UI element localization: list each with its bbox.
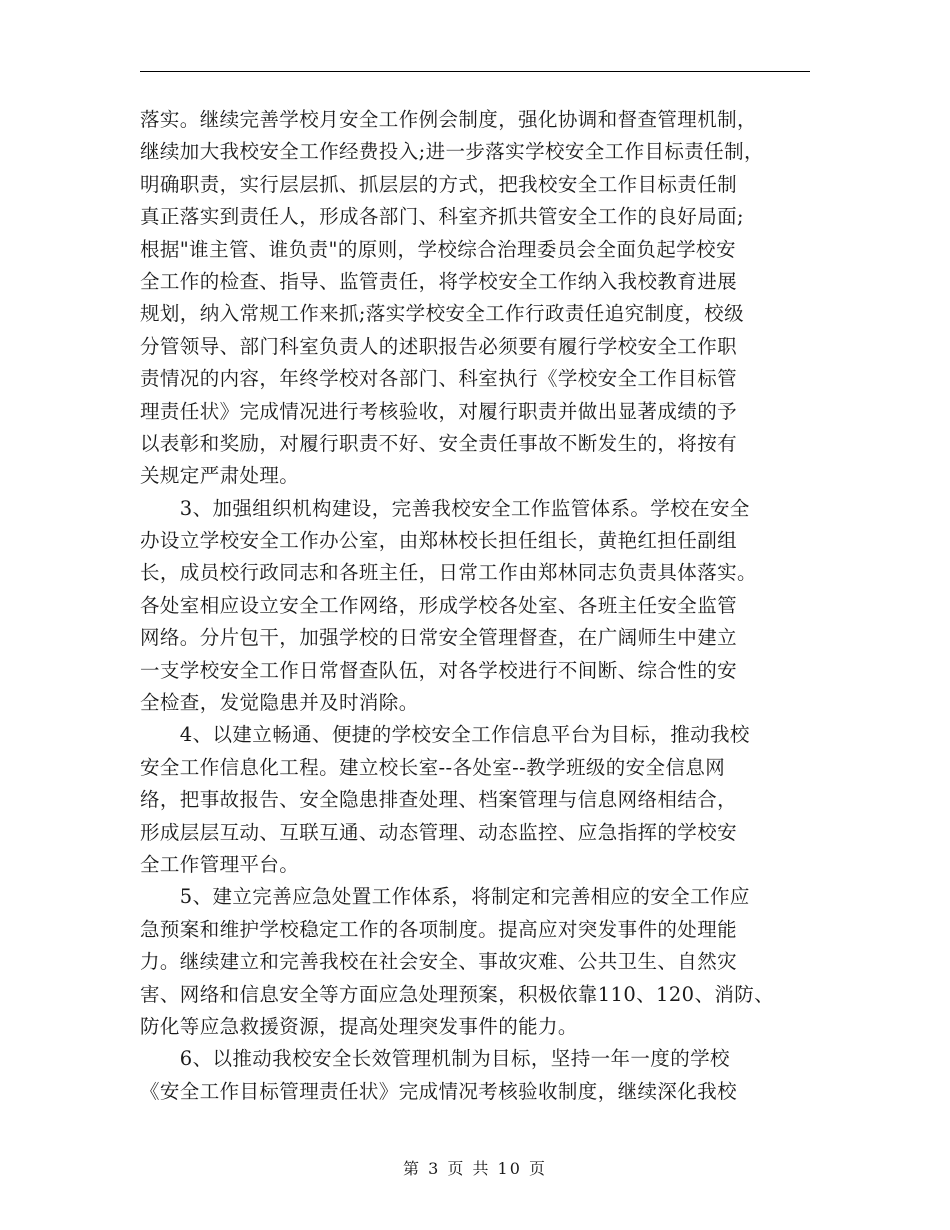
text-line: 形成层层互动、互联互通、动态管理、动态监控、应急指挥的学校安 xyxy=(140,820,738,844)
text-line: 办设立学校安全工作办公室，由郑林校长担任组长，黄艳红担任副组 xyxy=(140,529,738,553)
text-line: 分管领导、部门科室负责人的述职报告必须要有履行学校安全工作职 xyxy=(140,334,738,358)
text-line: 网络。分片包干，加强学校的日常安全管理督查，在广阔师生中建立 xyxy=(140,626,738,650)
page-number: 第 3 页 共 10 页 xyxy=(403,1159,547,1178)
text-line: 防化等应急救援资源，提高处理突发事件的能力。 xyxy=(140,1014,578,1038)
text-line: 力。继续建立和完善我校在社会安全、事故灾难、公共卫生、自然灾 xyxy=(140,950,738,974)
document-body xyxy=(140,104,810,1108)
text-line: 关规定严肃处理。 xyxy=(140,464,300,488)
text-line: 全检查，发觉隐患并及时消除。 xyxy=(140,691,419,715)
text-line: 落实。继续完善学校月安全工作例会制度，强化协调和督查管理机制， xyxy=(140,108,757,131)
text-line: 急预案和维护学校稳定工作的各项制度。提高应对突发事件的处理能 xyxy=(140,917,738,941)
text-line: 一支学校安全工作日常督查队伍，对各学校进行不间断、综合性的安 xyxy=(140,658,738,682)
text-line: 全工作的检查、指导、监管责任，将学校安全工作纳入我校教育进展 xyxy=(140,269,738,293)
text-line: 明确职责，实行层层抓、抓层层的方式，把我校安全工作目标责任制 xyxy=(140,172,738,196)
text-line: 规划，纳入常规工作来抓;落实学校安全工作行政责任追究制度，校级 xyxy=(140,302,744,326)
text-line: 各处室相应设立安全工作网络，形成学校各处室、各班主任安全监管 xyxy=(140,593,738,617)
text-line: 全工作管理平台。 xyxy=(140,852,300,876)
paragraph-6-start: 6、以推动我校安全长效管理机制为目标，坚持一年一度的学校 xyxy=(140,1047,730,1071)
text-line: 络，把事故报告、安全隐患排查处理、档案管理与信息网络相结合， xyxy=(140,788,738,812)
paragraph-4-start: 4、以建立畅通、便捷的学校安全工作信息平台为目标，推动我校 xyxy=(140,723,750,747)
text-line: 害、网络和信息安全等方面应急处理预案，积极依靠110、120、消防、 xyxy=(140,982,775,1006)
text-line: 根据"谁主管、谁负责"的原则，学校综合治理委员会全面负起学校安 xyxy=(140,237,736,261)
text-line: 继续加大我校安全工作经费投入;进一步落实学校安全工作目标责任制， xyxy=(140,140,764,164)
text-line: 真正落实到责任人，形成各部门、科室齐抓共管安全工作的良好局面; xyxy=(140,205,744,229)
text-line: 理责任状》完成情况进行考核验收，对履行职责并做出显著成绩的予 xyxy=(140,399,738,423)
text-line: 安全工作信息化工程。建立校长室--各处室--教学班级的安全信息网 xyxy=(140,755,726,779)
text-line: 责情况的内容，年终学校对各部门、科室执行《学校安全工作目标管 xyxy=(140,367,738,391)
text-line: 长，成员校行政同志和各班主任，日常工作由郑林同志负责具体落实。 xyxy=(140,561,757,585)
header-rule xyxy=(140,71,810,72)
paragraph-5-start: 5、建立完善应急处置工作体系，将制定和完善相应的安全工作应 xyxy=(140,885,750,909)
text-line: 《安全工作目标管理责任状》完成情况考核验收制度，继续深化我校 xyxy=(140,1079,738,1103)
text-line: 以表彰和奖励，对履行职责不好、安全责任事故不断发生的，将按有 xyxy=(140,431,738,455)
paragraph-3-start: 3、加强组织机构建设，完善我校安全工作监管体系。学校在安全 xyxy=(140,496,750,520)
